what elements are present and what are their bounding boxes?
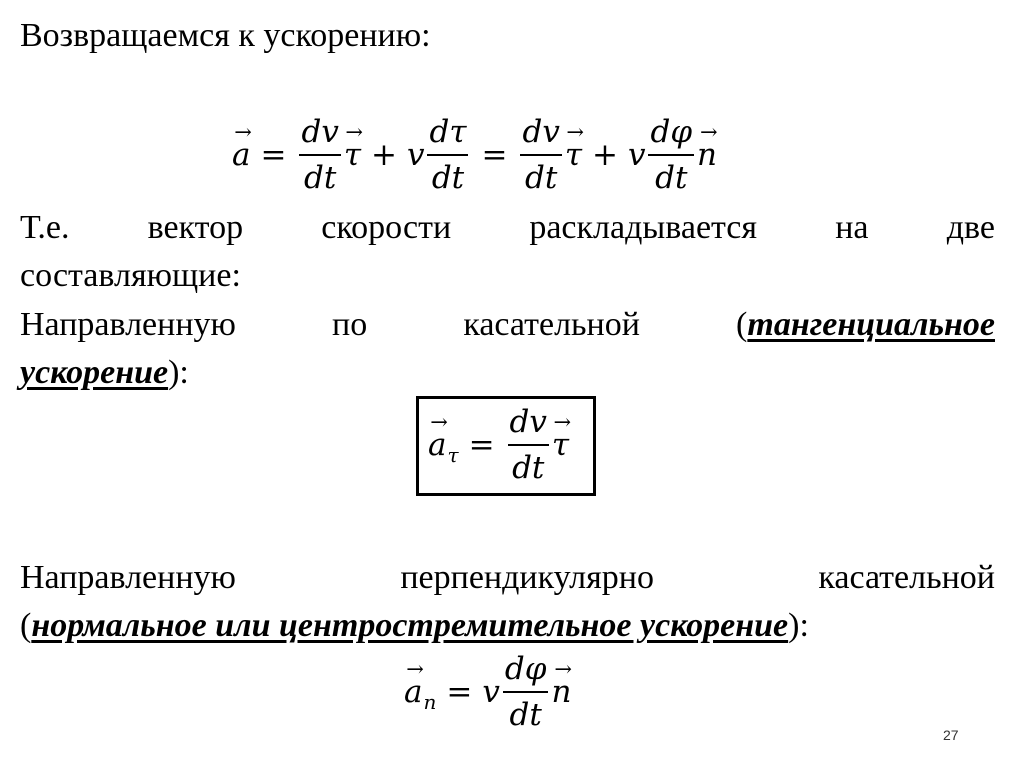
plus-sign: + (591, 137, 618, 173)
acceleration-decomposition-formula (232, 114, 717, 196)
word: перпендикулярно (400, 559, 654, 596)
fraction-dv-dt: $\frac{dv}{dt}$ (522, 114, 560, 196)
vector-tau: → τ (551, 410, 572, 463)
vector-a: → a (404, 657, 424, 710)
vector-n: → n (697, 120, 718, 173)
paragraph-line-3 (20, 303, 995, 346)
tangential-term-word-2: ускорение (20, 354, 169, 391)
line-text: составляющие: (20, 257, 241, 294)
fraction-dtau-dt: $\frac{d\tau}{dt}$ (429, 114, 467, 196)
normal-acceleration-formula (404, 651, 571, 733)
paragraph-line-1 (20, 206, 995, 249)
equals-sign: = (446, 674, 473, 710)
word: раскладывается (529, 209, 758, 246)
fraction-dv-dt: $\frac{dv}{dt}$ (509, 404, 547, 486)
vector-a: → a (428, 410, 448, 463)
word: Направленную (20, 306, 236, 343)
tangential-term-word-1: тангенциальное (747, 306, 995, 343)
word: две (946, 209, 995, 246)
word: на (835, 209, 869, 246)
equals-sign: = (468, 427, 495, 463)
equals-sign: = (260, 137, 287, 173)
speed-v: v (406, 137, 425, 173)
word: касательной (463, 306, 640, 343)
word: по (332, 306, 368, 343)
speed-v: v (627, 137, 646, 173)
word: касательной (818, 559, 995, 596)
tangential-acceleration-formula (428, 404, 572, 486)
vector-a: → a (232, 120, 252, 173)
normal-acceleration-term: нормальное или центростремительное ускорение (31, 607, 789, 644)
slide-heading (20, 14, 995, 57)
paragraph-line-6: (нормальное или центростремительное ускорение): (20, 607, 809, 644)
word: Направленную (20, 559, 236, 596)
tangential-term-line: (тангенциальное (736, 306, 995, 343)
paragraph-line-4: ускорение): (20, 354, 189, 391)
heading-text: Возвращаемся к ускорению: (20, 17, 431, 54)
plus-sign: + (370, 137, 397, 173)
vector-n: → n (551, 657, 572, 710)
vector-tau: → τ (343, 120, 363, 173)
page-number: 27 (943, 727, 959, 743)
fraction-dphi-dt: $\frac{d\varphi}{dt}$ (650, 114, 693, 196)
fraction-dv-dt: $\frac{dv}{dt}$ (301, 114, 339, 196)
vector-tau: → τ (564, 120, 584, 173)
word: скорости (321, 209, 452, 246)
word: Т.е. (20, 209, 70, 246)
word: вектор (147, 209, 244, 246)
equals-sign: = (481, 137, 508, 173)
subscript-n: n (423, 690, 437, 714)
paragraph-line-2 (20, 254, 995, 297)
fraction-dphi-dt: $\frac{d\varphi}{dt}$ (504, 651, 547, 733)
paragraph-line-5 (20, 556, 995, 599)
speed-v: v (482, 674, 500, 710)
subscript-tau: τ (447, 443, 459, 467)
